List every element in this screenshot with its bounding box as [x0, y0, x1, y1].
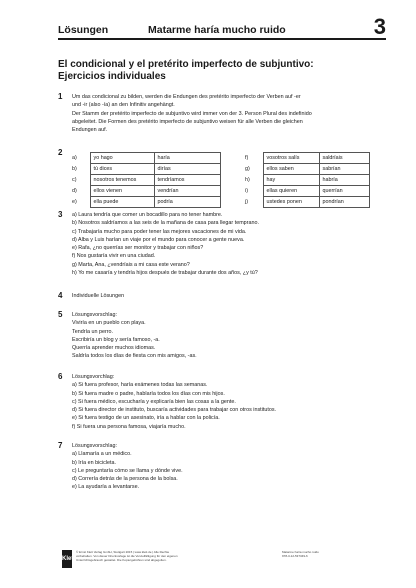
unit-title: Matarme haría mucho ruido [148, 24, 286, 36]
task-1-line: Der Stamm der pretérito imperfecto de subjuntivo wird immer von der 3. Person Plural des indefinido [72, 110, 312, 117]
task-5-text [72, 311, 388, 361]
list-item: g) Marta, Ana, ¿vendríais a mi casa este verano? [72, 261, 190, 268]
list-item: e) Rafa, ¿no querrías ser monitor y trabajar con niños? [72, 245, 204, 252]
task-1-line: Endungen auf. [72, 127, 108, 134]
copyright-line: Unterrichtsgebrauch gestattet. Die Kopiergebühren sind abgegolten. [76, 558, 167, 563]
list-item: Lösungsvorschlag: [72, 312, 117, 318]
list-item: b) Si fuera madre o padre, hablaría todos los días con mis hijos. [72, 390, 225, 397]
table-row: f) vosotros salís saldríais [245, 153, 369, 164]
list-item: Individuelle Lösungen [72, 293, 125, 299]
conjugation-table-left [72, 152, 221, 208]
table-row: j) ustedes ponen pondrían [245, 197, 369, 208]
task-1-text [72, 93, 388, 134]
table-row: i) ellas quieren querrían [245, 186, 369, 197]
header-divider [58, 38, 386, 40]
table-row: b) tú dices dirías [72, 164, 220, 175]
table-row: a) yo hago haría [72, 153, 220, 164]
section-label: Lösungen [58, 24, 109, 36]
list-item: Saldría todos los días de fiesta con mis amigos, -as. [72, 353, 197, 360]
list-item: Escribiría un blog y sería famoso, -a. [72, 336, 160, 343]
list-item: Lösungsvorschlag: [72, 443, 117, 449]
conjugation-table-right [245, 152, 370, 208]
footer-unit-title: Matarme haría mucho ruido [282, 550, 319, 554]
list-item: c) Si fuera médico, escucharía y explicaría bien las cosas a la gente. [72, 398, 236, 405]
task-3-text [72, 211, 388, 277]
list-item: a) Laura tendría que comer un bocadillo para no tener hambre. [72, 212, 223, 218]
task-number-3: 3 [58, 210, 63, 219]
page-title [58, 59, 386, 83]
table-row: g) ellos saben sabrían [245, 164, 369, 175]
table-row: d) ellos vienen vendrían [72, 186, 220, 197]
page-title-line-2: Ejercicios individuales [58, 71, 166, 82]
list-item: f) Nos gustaría vivir en una ciudad. [72, 253, 156, 260]
list-item: d) Correría detrás de la persona de la bolsa. [72, 476, 178, 483]
unit-number: 3 [373, 14, 386, 39]
table-row: e) ella puede podría [72, 197, 220, 208]
list-item: h) Yo me casaría y tendría hijos después de trabajar durante dos años, ¿y tú? [72, 270, 258, 277]
list-item: Lösungsvorchlag: [72, 374, 115, 380]
list-item: Querría aprender muchos idiomas. [72, 345, 156, 352]
list-item: c) Le preguntaría cómo se llama y dónde vive. [72, 467, 183, 474]
copyright-line: © Ernst Klett Verlag GmbH, Stuttgart 2015 | www.klett.de | Alle Rechte [76, 550, 170, 554]
task-1-line: Um das condicional zu bilden, werden die Endungen des pretérito imperfecto der Verben auf -er [72, 94, 301, 100]
list-item: Viviría en un pueblo con playa. [72, 320, 146, 327]
list-item: b) Iría en bicicleta. [72, 459, 117, 466]
klett-logo-icon: Klett [62, 550, 72, 568]
list-item: b) Nosotros saldríamos a las seis de la mañana de casa para llegar temprano. [72, 220, 259, 227]
task-number-1: 1 [58, 92, 63, 101]
list-item: c) Trabajaría mucho para poder tener las mejores vacaciones de mi vida. [72, 228, 247, 235]
list-item: a) Llamaría a un médico. [72, 451, 132, 458]
page-footer [58, 548, 388, 572]
task-number-4: 4 [58, 291, 63, 300]
list-item: f) Si fuera una persona famosa, viajaría mucho. [72, 423, 186, 430]
list-item: d) Si fuera director de instituto, buscaría actividades para trabajar con otros institutos. [72, 407, 277, 414]
copyright-line: vorbehalten. Von dieser Druckvorlage ist die Vervielfältigung für den eigenen [76, 554, 178, 559]
task-number-6: 6 [58, 372, 63, 381]
table-row: h) hay habría [245, 175, 369, 186]
list-item: d) Alba y Luis harían un viaje por el mundo para conocer a gente nueva. [72, 236, 245, 243]
list-item: Tendría un perro. [72, 328, 114, 335]
task-7-text [72, 442, 388, 492]
publisher-logo [58, 550, 76, 568]
copyright-notice [76, 550, 246, 563]
list-item: e) Si fuera testigo de un asesinato, iría a hablar con la policía. [72, 415, 220, 422]
table-row: c) nosotros tenemos tendríamos [72, 175, 220, 186]
footer-isbn: 978-3-12-537349-6 [282, 554, 308, 559]
task-number-7: 7 [58, 441, 63, 450]
list-item: e) La ayudaría a levantarse. [72, 484, 140, 491]
task-number-2: 2 [58, 148, 63, 157]
task-6-text [72, 373, 388, 431]
task-4-text [72, 292, 388, 300]
footer-reference [282, 550, 382, 558]
task-1-line: und -ir (also -ía) an den Infinitiv angehängt. [72, 102, 175, 109]
list-item: a) Si fuera profesor, haría exámenes todas las semanas. [72, 382, 208, 389]
page-title-line-1: El condicional y el pretérito imperfecto de subjuntivo: [58, 59, 314, 70]
task-1-line: abgeleitet. Die Formen des pretérito imperfecto de subjuntivo weisen für alle Verben die gleichen [72, 118, 303, 125]
task-number-5: 5 [58, 310, 63, 319]
